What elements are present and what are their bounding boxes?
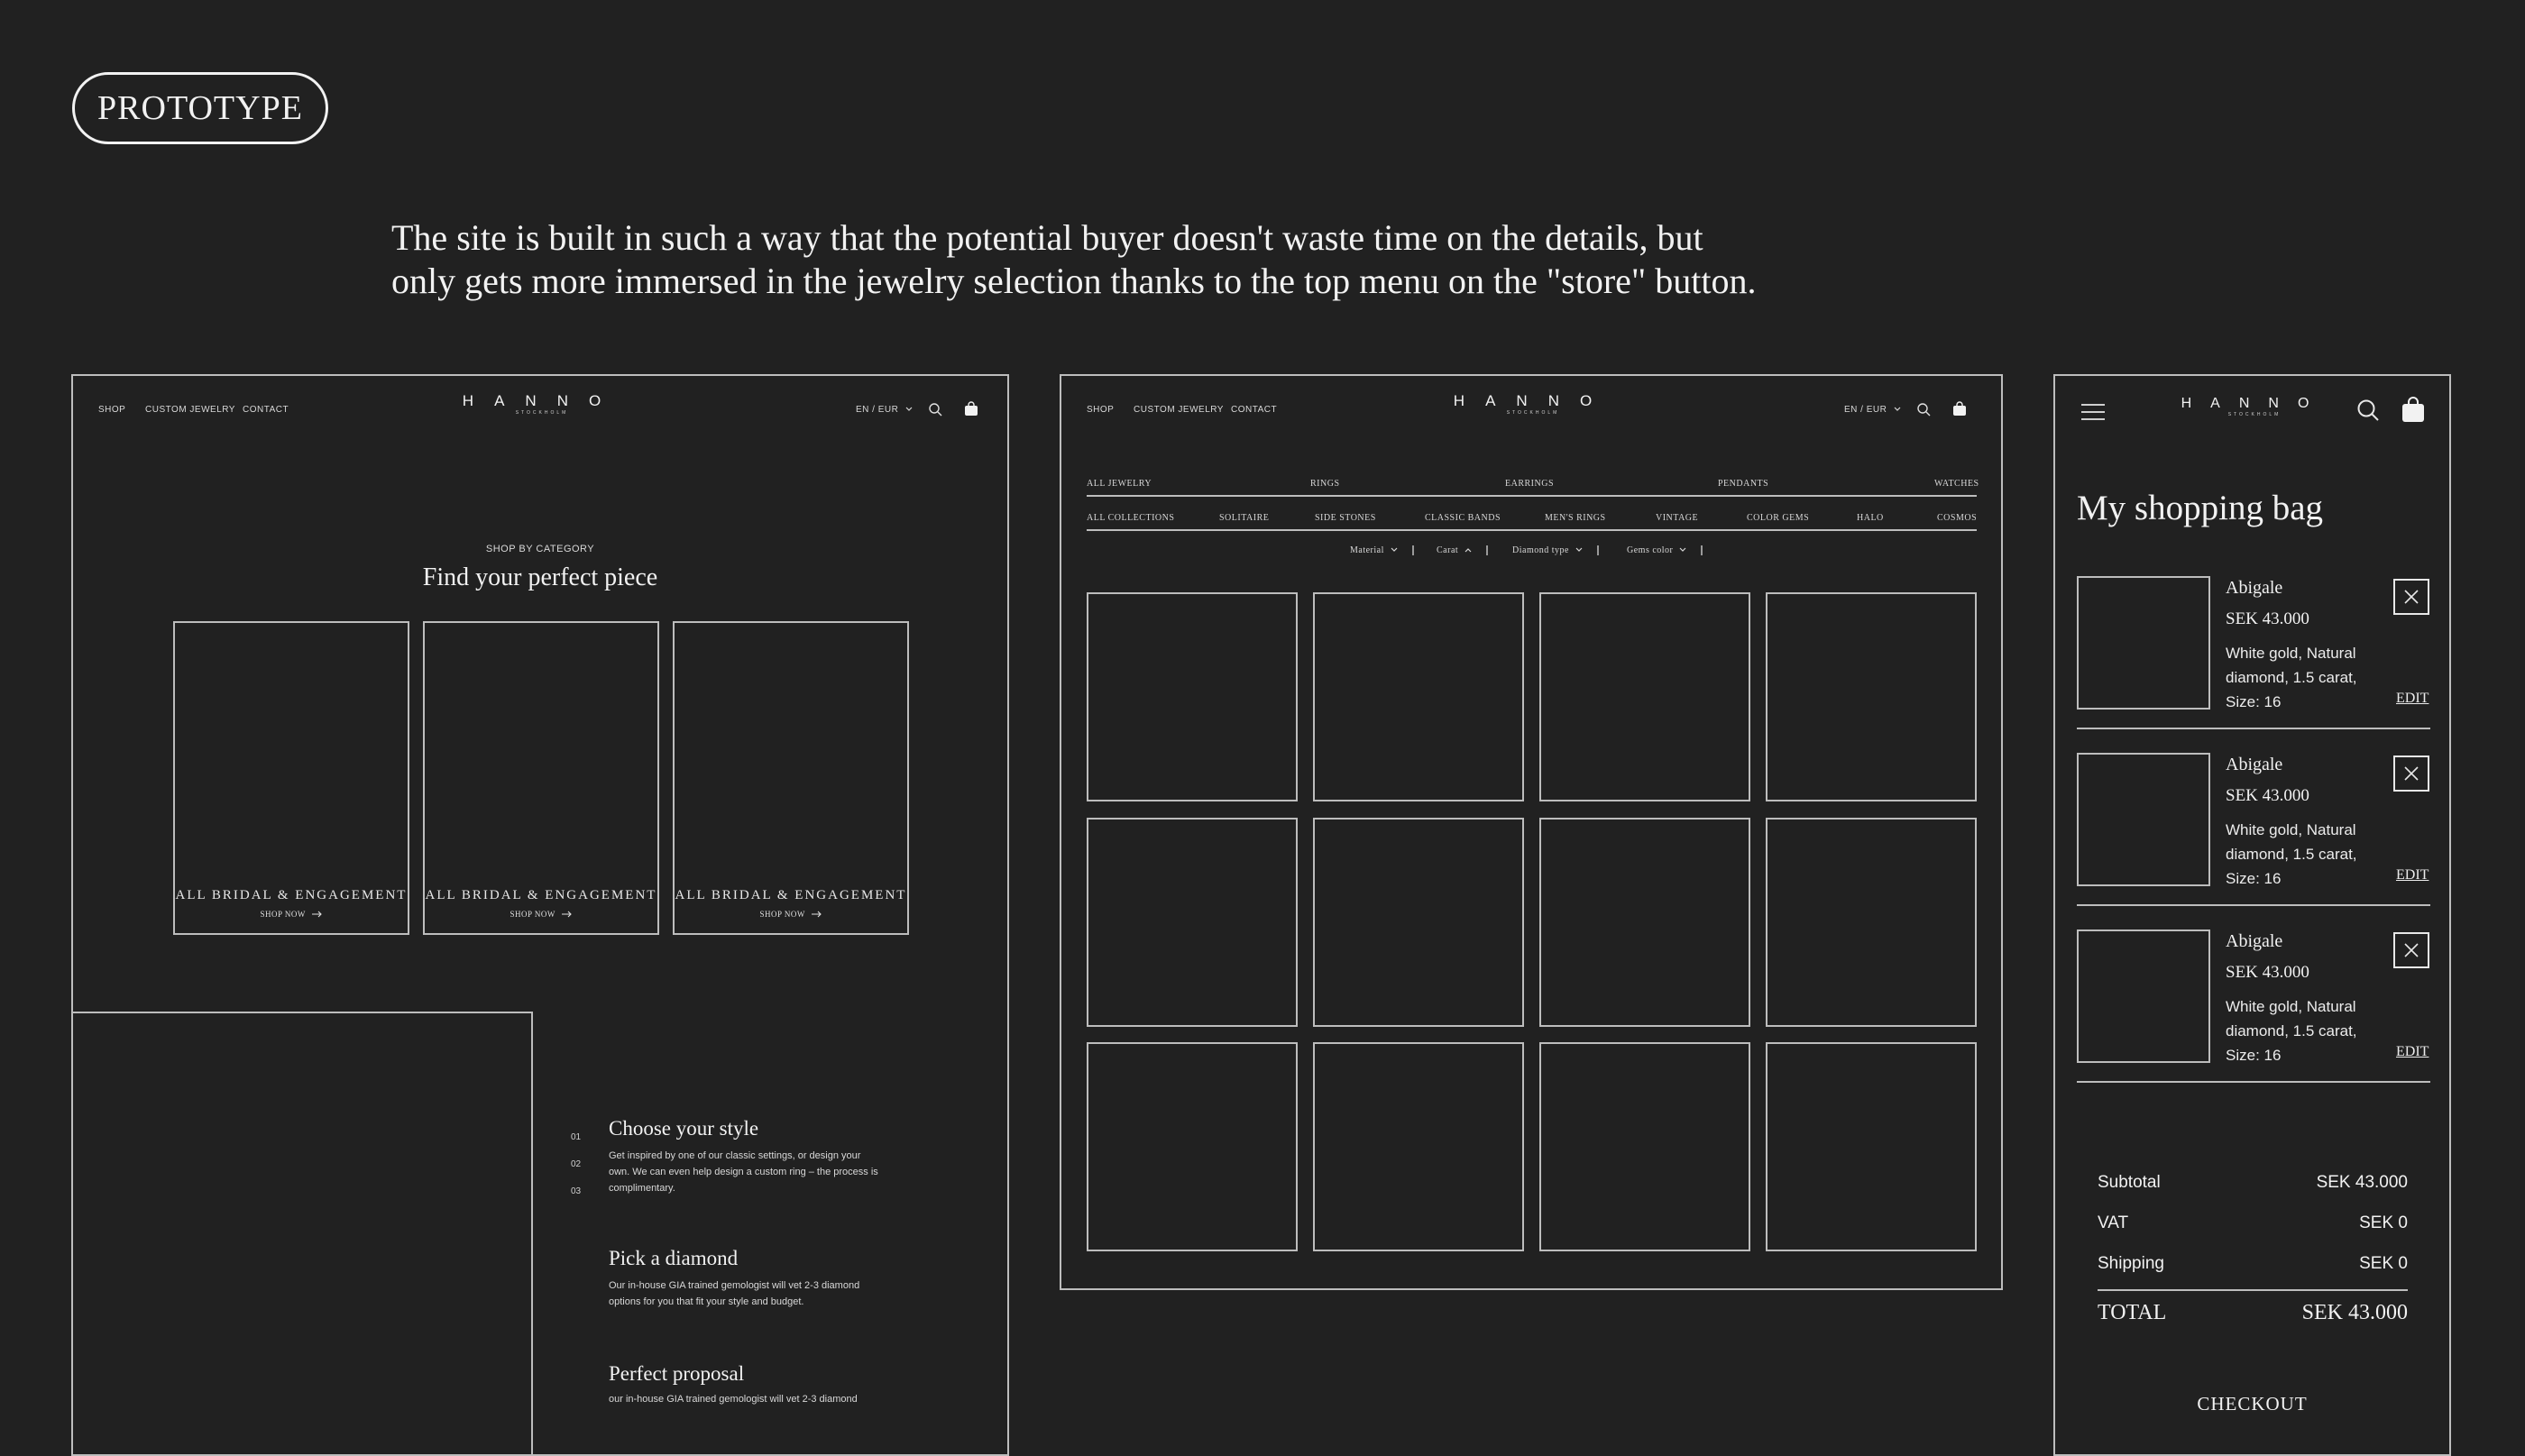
category-card[interactable] <box>423 621 659 935</box>
product-card[interactable] <box>1539 818 1750 1027</box>
product-card[interactable] <box>1766 592 1977 801</box>
bag-item-detail-line: diamond, 1.5 carat, <box>2226 1022 2357 1039</box>
chevron-up-icon <box>1464 545 1472 555</box>
filter-gems-color[interactable] <box>1627 545 1703 555</box>
prototype-badge <box>72 72 328 144</box>
bag-title: My shopping bag <box>2077 489 2323 527</box>
feature-image-placeholder <box>71 1012 533 1456</box>
bag-frame <box>2053 374 2451 1456</box>
search-icon[interactable] <box>928 402 942 417</box>
shop-now-label: SHOP NOW <box>260 910 306 919</box>
category-card-label: ALL BRIDAL & ENGAGEMENT <box>175 888 408 902</box>
collection-all[interactable]: ALL COLLECTIONS <box>1087 513 1175 523</box>
product-card[interactable] <box>1087 1042 1298 1251</box>
bag-item-detail-line: White gold, Natural <box>2226 998 2356 1015</box>
close-icon[interactable] <box>2393 755 2429 792</box>
total-label: TOTAL <box>2098 1301 2167 1324</box>
badge-label: PROTOTYPE <box>97 89 303 127</box>
bag-item-price: SEK 43.000 <box>2226 786 2309 805</box>
bag-item-details <box>2226 994 2357 1067</box>
step-item <box>609 1362 858 1407</box>
product-card[interactable] <box>1313 818 1524 1027</box>
brand-sub: STOCKHOLM <box>2227 412 2282 417</box>
shipping-row <box>2098 1254 2408 1274</box>
step-title: Pick a diamond <box>609 1247 739 1269</box>
bag-item-edit[interactable]: EDIT <box>2396 1044 2429 1059</box>
collection-vintage[interactable]: VINTAGE <box>1656 513 1699 523</box>
category-pendants[interactable]: PENDANTS <box>1718 479 1769 489</box>
section-eyebrow: SHOP BY CATEGORY <box>485 544 595 554</box>
step-body <box>609 1391 858 1407</box>
nav-custom-jewelry[interactable]: CUSTOM JEWELRY <box>145 405 235 415</box>
locale-label: EN / EUR <box>1844 405 1887 415</box>
product-card[interactable] <box>1539 1042 1750 1251</box>
bag-icon[interactable] <box>964 401 978 417</box>
brand-sub: STOCKHOLM <box>1506 410 1560 416</box>
nav-shop[interactable]: SHOP <box>1087 405 1115 415</box>
chevron-down-icon <box>905 405 913 415</box>
collection-halo[interactable]: HALO <box>1857 513 1884 523</box>
bag-item-price: SEK 43.000 <box>2226 963 2309 982</box>
category-card-label: ALL BRIDAL & ENGAGEMENT <box>425 888 657 902</box>
close-icon[interactable] <box>2393 579 2429 615</box>
brand-sub: STOCKHOLM <box>515 410 569 416</box>
step-body-line: our in-house GIA trained gemologist will vet 2-3 diamond <box>609 1394 858 1405</box>
product-card[interactable] <box>1766 1042 1977 1251</box>
vat-value: SEK 0 <box>2359 1213 2408 1232</box>
filter-carat[interactable] <box>1437 545 1488 555</box>
category-earrings[interactable]: EARRINGS <box>1505 479 1555 489</box>
bag-item-detail-line: Size: 16 <box>2226 870 2282 887</box>
shipping-value: SEK 0 <box>2359 1254 2408 1273</box>
category-card[interactable] <box>673 621 909 935</box>
chevron-down-icon <box>1575 545 1583 555</box>
category-all-jewelry[interactable]: ALL JEWELRY <box>1087 479 1152 489</box>
category-rings[interactable]: RINGS <box>1310 479 1340 489</box>
checkout-button[interactable]: CHECKOUT <box>2197 1393 2308 1415</box>
chevron-down-icon <box>1391 545 1398 555</box>
brand-logo[interactable] <box>2164 396 2345 417</box>
category-watches[interactable]: WATCHES <box>1934 479 1979 489</box>
arrow-right-icon <box>312 911 323 920</box>
filter-label: Gems color <box>1627 545 1674 555</box>
step-title: Choose your style <box>609 1117 759 1140</box>
nav-contact[interactable]: CONTACT <box>1231 405 1278 415</box>
menu-icon[interactable] <box>2080 403 2106 421</box>
category-card-label: ALL BRIDAL & ENGAGEMENT <box>675 888 907 902</box>
step-body-line: Get inspired by one of our classic settings, or design your <box>609 1150 861 1161</box>
filter-diamond-type[interactable] <box>1512 545 1599 555</box>
category-card[interactable] <box>173 621 409 935</box>
shop-now-link[interactable] <box>675 910 907 920</box>
bag-item-name: Abigale <box>2226 755 2283 774</box>
total-value: SEK 43.000 <box>2301 1301 2408 1324</box>
locale-selector[interactable] <box>1844 405 1901 415</box>
arrow-right-icon <box>562 911 573 920</box>
step-body <box>609 1277 859 1310</box>
divider <box>2077 904 2430 906</box>
brand-logo[interactable] <box>1443 392 1623 416</box>
collection-color-gems[interactable]: COLOR GEMS <box>1747 513 1810 523</box>
shop-now-label: SHOP NOW <box>759 910 805 919</box>
bag-item-name: Abigale <box>2226 931 2283 951</box>
shop-now-label: SHOP NOW <box>510 910 556 919</box>
step-body-line: options for you that fit your style and budget. <box>609 1296 804 1307</box>
step-body-line: own. We can even help design a custom ring – the process is <box>609 1167 878 1177</box>
bag-item-detail-line: White gold, Natural <box>2226 645 2356 662</box>
subtotal-row <box>2098 1173 2408 1193</box>
bag-icon[interactable] <box>1952 401 1967 417</box>
arrow-right-icon <box>812 911 822 920</box>
chevron-down-icon <box>1679 545 1686 555</box>
subtotal-value: SEK 43.000 <box>2316 1173 2408 1192</box>
bag-item-detail-line: diamond, 1.5 carat, <box>2226 846 2357 863</box>
search-icon[interactable] <box>2356 398 2380 422</box>
brand-name: HANNO <box>1453 392 1613 409</box>
step-body-line: Our in-house GIA trained gemologist will vet 2-3 diamond <box>609 1280 860 1291</box>
shop-now-link[interactable] <box>175 910 408 920</box>
step-numbers <box>571 1124 581 1205</box>
subtotal-label: Subtotal <box>2098 1173 2161 1192</box>
bag-item-image <box>2077 929 2210 1063</box>
divider <box>2077 1081 2430 1083</box>
search-icon[interactable] <box>1916 402 1931 417</box>
divider <box>2098 1289 2408 1291</box>
step-item <box>609 1117 878 1196</box>
collection-classic-bands[interactable]: CLASSIC BANDS <box>1425 513 1501 523</box>
brand-name: HANNO <box>2181 396 2328 411</box>
divider <box>1087 495 1977 497</box>
bag-icon[interactable] <box>2401 396 2425 423</box>
collection-cosmos[interactable]: COSMOS <box>1937 513 1978 523</box>
close-icon[interactable] <box>2393 932 2429 968</box>
nav-shop[interactable]: SHOP <box>98 405 126 415</box>
intro-line-1: The site is built in such a way that the potential buyer doesn't waste time on the details, but <box>391 217 1703 258</box>
collection-side-stones[interactable]: SIDE STONES <box>1315 513 1376 523</box>
product-card[interactable] <box>1766 818 1977 1027</box>
bag-item-detail-line: White gold, Natural <box>2226 821 2356 838</box>
vat-row <box>2098 1213 2408 1233</box>
bag-item-detail-line: Size: 16 <box>2226 1047 2282 1064</box>
locale-label: EN / EUR <box>856 405 899 415</box>
bag-item-price: SEK 43.000 <box>2226 609 2309 628</box>
nav-contact[interactable]: CONTACT <box>243 405 289 415</box>
bag-item-image <box>2077 576 2210 710</box>
step-body <box>609 1148 878 1196</box>
step-number: 02 <box>571 1159 582 1169</box>
step-item <box>609 1247 859 1310</box>
collection-solitaire[interactable]: SOLITAIRE <box>1219 513 1270 523</box>
shop-frame <box>1060 374 2003 1290</box>
bag-item-detail-line: diamond, 1.5 carat, <box>2226 669 2357 686</box>
product-card[interactable] <box>1087 818 1298 1027</box>
step-title: Perfect proposal <box>609 1362 745 1385</box>
bag-item-image <box>2077 753 2210 886</box>
filter-material[interactable] <box>1350 545 1414 555</box>
chevron-down-icon <box>1894 405 1901 415</box>
bag-item-edit[interactable]: EDIT <box>2396 867 2429 883</box>
bag-item-edit[interactable]: EDIT <box>2396 691 2429 706</box>
step-body-line: complimentary. <box>609 1183 675 1194</box>
shipping-label: Shipping <box>2098 1254 2164 1273</box>
collection-mens-rings[interactable]: MEN'S RINGS <box>1545 513 1606 523</box>
brand-name: HANNO <box>462 392 622 409</box>
section-title: Find your perfect piece <box>422 563 658 591</box>
filter-label: Diamond type <box>1512 545 1569 555</box>
brand-logo[interactable] <box>452 392 632 416</box>
home-frame <box>71 374 1009 1456</box>
bag-item-detail-line: Size: 16 <box>2226 693 2282 710</box>
intro-line-2: only gets more immersed in the jewelry selection thanks to the top menu on the "store" button. <box>391 261 1757 301</box>
filter-label: Carat <box>1437 545 1459 555</box>
divider <box>2077 728 2430 729</box>
divider <box>1087 529 1977 531</box>
product-card[interactable] <box>1313 1042 1524 1251</box>
step-number: 01 <box>571 1132 582 1142</box>
total-row <box>2098 1301 2408 1325</box>
locale-selector[interactable] <box>856 405 913 415</box>
nav-custom-jewelry[interactable]: CUSTOM JEWELRY <box>1134 405 1224 415</box>
vat-label: VAT <box>2098 1213 2129 1232</box>
filter-label: Material <box>1350 545 1384 555</box>
product-card[interactable] <box>1087 592 1298 801</box>
bag-item-details <box>2226 641 2357 714</box>
bag-item-name: Abigale <box>2226 578 2283 598</box>
step-number: 03 <box>571 1186 582 1196</box>
bag-item-details <box>2226 818 2357 891</box>
product-card[interactable] <box>1313 592 1524 801</box>
product-card[interactable] <box>1539 592 1750 801</box>
shop-now-link[interactable] <box>425 910 657 920</box>
